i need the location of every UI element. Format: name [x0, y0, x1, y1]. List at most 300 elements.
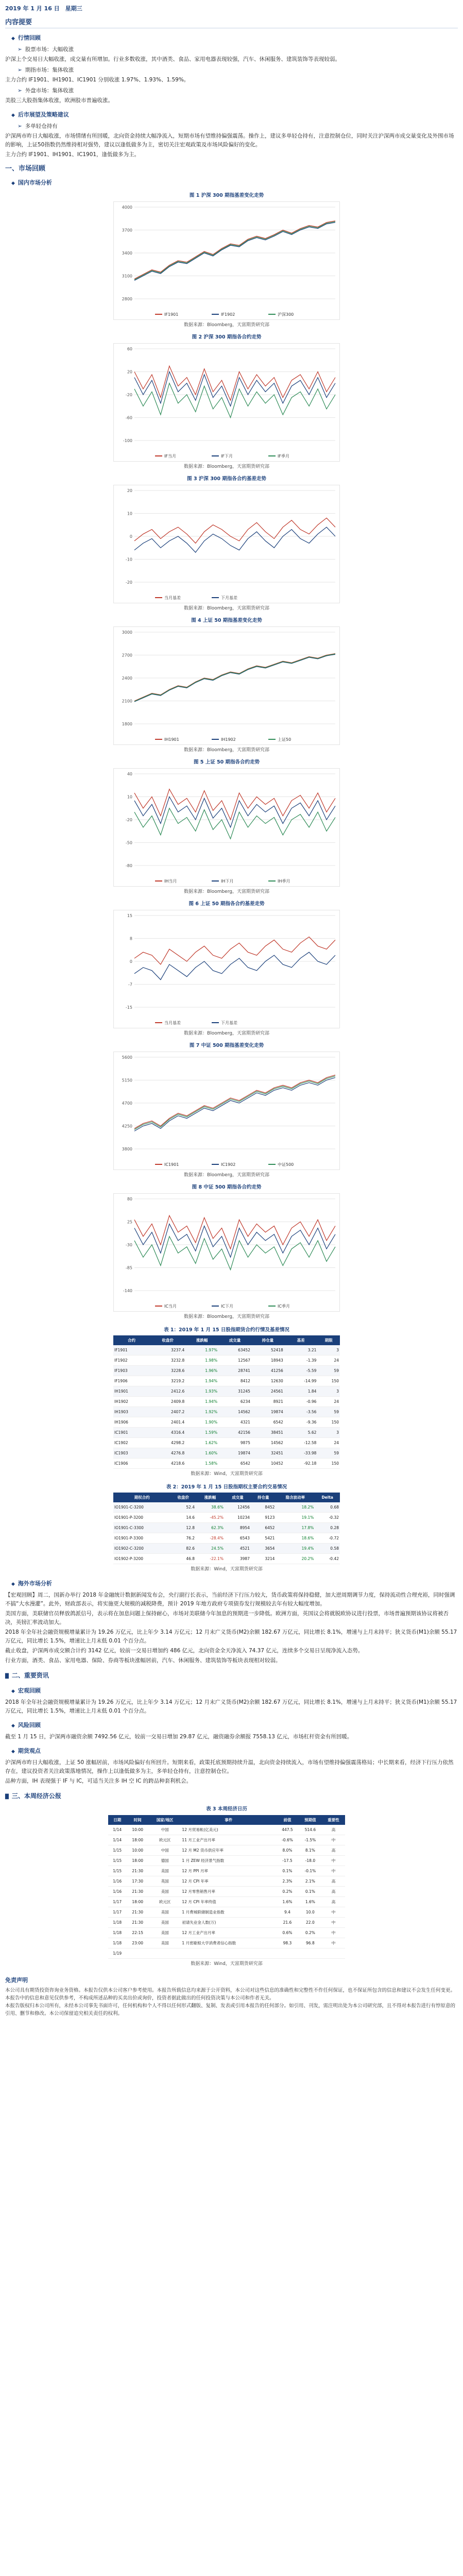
table-cell: 高: [322, 1876, 345, 1887]
table-cell: 0.28: [315, 1523, 340, 1533]
table-cell: 9875: [218, 1438, 251, 1448]
table-cell: 0.1%: [276, 1866, 299, 1876]
table-cell: 12 月工业产出月率: [181, 1928, 276, 1938]
table-cell: 14562: [218, 1407, 251, 1417]
options-table: [113, 1493, 340, 1564]
legend-label: IH季月: [278, 879, 290, 884]
table-cell: 10234: [225, 1513, 251, 1523]
table-cell: 59: [317, 1448, 340, 1459]
table-cell: 98.3: [276, 1938, 299, 1948]
table-cell: IF1906: [113, 1376, 150, 1386]
legend-label: IC下月: [221, 1304, 233, 1309]
table-cell: 中国: [149, 1825, 181, 1835]
series-line-沪深300: [134, 222, 335, 280]
table-cell: 22:15: [126, 1928, 149, 1938]
news-para-4: 截止收盘，沪深两市成交额合计约 3142 亿元，较前一交易日增加约 486 亿元，北向资金全天净流入 74.37 亿元，连续多个交易日呈现净流入态势。: [5, 1648, 364, 1654]
table-cell: 2.1%: [299, 1876, 322, 1887]
chart-title: 图 8 中证 500 期指各合约走势: [192, 1184, 262, 1190]
table-cell: 0.2%: [276, 1887, 299, 1897]
table-cell: 96.8: [299, 1938, 322, 1948]
chart-svg: [114, 1194, 340, 1312]
chart-source: 数据来源：Bloomberg，天富期货研究部: [184, 1031, 269, 1036]
table-cell: 1 月密歇根大学消费者信心指数: [181, 1938, 276, 1948]
table-cell: 1/19: [108, 1948, 126, 1959]
legend-label: IH1902: [221, 737, 236, 742]
table-cell: 0.1%: [299, 1887, 322, 1897]
table-cell: 19.1%: [276, 1513, 315, 1523]
table-row: [113, 1513, 340, 1523]
table-cell: 美国: [149, 1907, 181, 1918]
macro-text: 2018 年全年社会融资规模增量累计为 19.26 万亿元，比上年少 3.14 万亿元；12 月末广义货币(M2)余额 182.67 万亿元，同比增长 8.1%，增速与上月末持平；狭义货币(M1)余额 55.17 万亿元，同比增长 1.5%，增速比上月末低 0.01 个百分点。: [5, 1699, 457, 1714]
chart-figure: [113, 758, 340, 896]
table-cell: 中: [322, 1866, 345, 1876]
legend-label: IF季月: [278, 454, 289, 459]
table-row: [113, 1397, 340, 1407]
table-cell: 5.62: [284, 1428, 318, 1438]
y-tick-label: 20: [127, 369, 132, 375]
table-cell: 欧元区: [149, 1897, 181, 1907]
table2-title: 表 2：2019 年 1 月 15 日股指期权主要合约交易情况: [166, 1484, 287, 1490]
macro-heading: ◆ 宏观回顾: [11, 1686, 458, 1696]
table-cell: 3219.2: [150, 1376, 185, 1386]
y-tick-label: 3100: [122, 274, 132, 279]
chart-area: [113, 768, 340, 887]
y-tick-label: -100: [123, 438, 132, 443]
table-cell: 24.5%: [196, 1544, 225, 1554]
chart-title: 图 1 沪深 300 期指基差变化走势: [189, 193, 264, 198]
table-cell: 22.0: [299, 1918, 322, 1928]
table-cell: -5.59: [284, 1366, 318, 1376]
table-cell: 14562: [251, 1438, 284, 1448]
table-cell: 24561: [251, 1386, 284, 1397]
series-line-IC当月: [134, 1215, 335, 1249]
table-cell: 11 月工业产出月率: [181, 1835, 276, 1845]
table-cell: 英国: [149, 1876, 181, 1887]
table-header: 持仓量: [251, 1335, 284, 1345]
table-cell: 76.2: [171, 1533, 196, 1544]
calendar-heading: █ 三、本周经济公报: [5, 1792, 458, 1802]
table-cell: 10452: [251, 1459, 284, 1469]
table-cell: [299, 1948, 322, 1959]
legend-label: 中证500: [278, 1162, 294, 1167]
y-tick-label: 15: [127, 913, 132, 918]
table-cell: IO1901-P-3200: [113, 1513, 171, 1523]
risk-heading: ◆ 风险回顾: [11, 1721, 458, 1731]
overseas-market-subheading: ➢ 外盘市场：集体收涨: [18, 87, 458, 95]
table-cell: 4321: [218, 1417, 251, 1428]
legend-label: IF下月: [221, 454, 233, 459]
table-cell: 21:30: [126, 1866, 149, 1876]
y-tick-label: -85: [125, 1265, 132, 1270]
chart-figure: [113, 1041, 340, 1180]
table-row: [113, 1376, 340, 1386]
chart-svg: [114, 202, 340, 320]
stock-market-subheading: ➢ 股票市场：大幅收涨: [18, 45, 458, 54]
table-cell: 德国: [149, 1856, 181, 1866]
table-cell: -45.2%: [196, 1513, 225, 1523]
table-header: 预期值: [299, 1815, 322, 1825]
table-cell: 初请失业金人数(万): [181, 1918, 276, 1928]
table-row: [108, 1887, 345, 1897]
legend-label: IF1902: [221, 312, 235, 317]
table-cell: 52418: [251, 1345, 284, 1355]
table-cell: 41256: [251, 1366, 284, 1376]
futures-view-heading: ◆ 期货观点: [11, 1747, 458, 1756]
table-cell: IC1902: [113, 1438, 150, 1448]
table-cell: 150: [317, 1376, 340, 1386]
table-cell: 5421: [251, 1533, 276, 1544]
table-cell: 63452: [218, 1345, 251, 1355]
table-cell: 17:30: [126, 1876, 149, 1887]
table-cell: 1.98%: [185, 1355, 218, 1366]
table-cell: 高: [322, 1887, 345, 1897]
table-row: [108, 1918, 345, 1928]
table-cell: 1.84: [284, 1386, 318, 1397]
table-cell: 12630: [251, 1376, 284, 1386]
series-line-上证50: [134, 654, 335, 701]
table-cell: 18.6%: [276, 1533, 315, 1544]
table-row: [113, 1428, 340, 1438]
table-cell: IO1901-C-3300: [113, 1523, 171, 1533]
market-review-heading: 一、市场回顾: [5, 165, 46, 173]
table-row: [108, 1907, 345, 1918]
table-header: 收盘价: [150, 1335, 185, 1345]
y-tick-label: -140: [123, 1289, 132, 1293]
legend-label: 当月基差: [164, 596, 181, 600]
table-cell: IC1903: [113, 1448, 150, 1459]
table-header: 隐含波动率: [276, 1493, 315, 1502]
table-cell: IH1901: [113, 1386, 150, 1397]
chart-title: 图 6 上证 50 期指各合约基差走势: [188, 901, 265, 907]
table-cell: IF1901: [113, 1345, 150, 1355]
table-row: [113, 1533, 340, 1544]
table-cell: -0.1%: [299, 1866, 322, 1876]
series-line-IH基差1: [134, 937, 335, 964]
table-cell: 1.93%: [185, 1386, 218, 1397]
table-cell: 高: [322, 1897, 345, 1907]
econ-calendar: [108, 1805, 345, 1969]
table-cell: 1.62%: [185, 1438, 218, 1448]
table-row: [113, 1459, 340, 1469]
table-header: 成交量: [218, 1335, 251, 1345]
y-tick-label: -20: [125, 393, 132, 397]
table2-source: 数据来源：Wind，天富期货研究部: [191, 1567, 263, 1572]
table-cell: 1/16: [108, 1876, 126, 1887]
table-cell: 3: [317, 1428, 340, 1438]
table-cell: 1.96%: [185, 1366, 218, 1376]
table-header: 合约: [113, 1335, 150, 1345]
table-cell: IO1901-C-3200: [113, 1502, 171, 1513]
table-cell: 1/14: [108, 1825, 126, 1835]
table-row: [108, 1897, 345, 1907]
futures-view-text-2: 品种方面，IH 表现强于 IF 与 IC，可适当关注多 IH 空 IC 的跨品种套利机会。: [5, 1778, 192, 1784]
chart-area: [113, 1193, 340, 1312]
table-row: [108, 1876, 345, 1887]
table-cell: 1/18: [108, 1918, 126, 1928]
table-cell: 18:00: [126, 1856, 149, 1866]
table-cell: -92.18: [284, 1459, 318, 1469]
legend-label: IC当月: [164, 1304, 177, 1309]
futures-market-subheading: ➢ 期指市场：集体收涨: [18, 66, 458, 75]
news-para-1: 【宏观回顾】周二，国新办举行 2018 年金融统计数据新闻发布会，央行副行长表示，当前经济下行压力较大，货币政策将保持稳健，加大逆周期调节力度，保持流动性合理充裕，同时强调不搞“大水漫灌”。此外，财政部表示，将实施更大规模的减税降费，预计 2019 年地方政府专项债券发行规模较去年有较大幅度增加。: [5, 1592, 455, 1607]
chart-svg: [114, 769, 340, 887]
y-tick-label: -80: [125, 863, 132, 868]
y-tick-label: -20: [125, 580, 132, 585]
table-cell: -0.72: [315, 1533, 340, 1544]
table-cell: 12 月 CPI 年率: [181, 1876, 276, 1887]
table-cell: 3: [317, 1386, 340, 1397]
table-cell: 12567: [218, 1355, 251, 1366]
table-cell: 中: [322, 1856, 345, 1866]
table-cell: 1.6%: [276, 1897, 299, 1907]
y-tick-label: 0: [129, 959, 132, 964]
chart-svg: [114, 627, 340, 745]
legend-label: IC季月: [278, 1304, 290, 1309]
series-line-IF当月: [134, 366, 335, 400]
summary-heading: 内容提要: [5, 18, 458, 28]
table-cell: 1.6%: [299, 1897, 322, 1907]
news-para-5: 行业方面，酒类、食品、家用电器、保险、券商等板块涨幅居前，汽车、休闲服务、建筑装饰等板块表现相对较弱。: [5, 1657, 281, 1664]
table-cell: 21:30: [126, 1887, 149, 1897]
table-cell: 28741: [218, 1366, 251, 1376]
table-cell: 21.6: [276, 1918, 299, 1928]
table-cell: 46.8: [171, 1554, 196, 1564]
table-header: 基差: [284, 1335, 318, 1345]
disclaimer-text-1: 本公司具有期货投资咨询业务资格。本报告仅供本公司客户参考使用。本报告所载信息均来源于公开资料，本公司对这些信息的准确性和完整性不作任何保证，也不保证所包含的信息和建议不会发生任何变更。本报告中的信息和意见仅供参考，不构成所述品种的买卖出价或询价，投资者据此做出的任何投资决策与本公司和作者无关。: [5, 1988, 456, 2001]
series-line-IC季月: [134, 1236, 335, 1270]
table1-title: 表 1：2019 年 1 月 15 日股指期货合约行情及基差情况: [164, 1327, 289, 1333]
y-tick-label: 3400: [122, 251, 132, 256]
table-cell: 10:00: [126, 1845, 149, 1856]
table-cell: 62.3%: [196, 1523, 225, 1533]
table-row: [108, 1825, 345, 1835]
chart-title: 图 3 沪深 300 期指各合约基差走势: [187, 476, 266, 482]
table-header: 日期: [108, 1815, 126, 1825]
table-cell: 24: [317, 1397, 340, 1407]
table-header: 重要性: [322, 1815, 345, 1825]
table-cell: 17.8%: [276, 1523, 315, 1533]
table-cell: 514.6: [299, 1825, 322, 1835]
table-cell: 12 月贸易帐(亿美元): [181, 1825, 276, 1835]
table-header: 成交量: [225, 1493, 251, 1502]
table-row: [113, 1523, 340, 1533]
table-cell: 1 月费城联储制造业指数: [181, 1907, 276, 1918]
table-header: 期权合约: [113, 1493, 171, 1502]
chart-source: 数据来源：Bloomberg，天富期货研究部: [184, 464, 269, 469]
legend-label: IC1901: [164, 1162, 179, 1167]
charts-container: [5, 191, 458, 1321]
y-tick-label: 2800: [122, 297, 132, 301]
series-line-IF基差2: [134, 527, 335, 552]
table-cell: 12.8: [171, 1523, 196, 1533]
y-tick-label: 2400: [122, 676, 132, 681]
table-cell: 1.94%: [185, 1397, 218, 1407]
table-cell: 高: [322, 1825, 345, 1835]
table-cell: 8452: [251, 1502, 276, 1513]
table-header: 国家/地区: [149, 1815, 181, 1825]
table-cell: -0.6%: [276, 1835, 299, 1845]
table-row: [108, 1835, 345, 1845]
table-cell: 高: [322, 1845, 345, 1856]
table-cell: 中: [322, 1938, 345, 1948]
y-tick-label: 40: [127, 772, 132, 776]
legend-label: 上证50: [278, 737, 291, 742]
table-cell: 中: [322, 1928, 345, 1938]
table-row: [113, 1355, 340, 1366]
table-header: 期限: [317, 1335, 340, 1345]
table-cell: 4316.4: [150, 1428, 185, 1438]
table-cell: IF1902: [113, 1355, 150, 1366]
strategy-text-2: 主力合约 IF1901、IH1901、IC1901，逢低做多为主。: [5, 151, 140, 158]
table-cell: 1.58%: [185, 1459, 218, 1469]
econ-table-source: 数据来源：Wind，天富期货研究部: [191, 1961, 263, 1967]
table-cell: 美国: [149, 1938, 181, 1948]
table-cell: 12 月 PPI 月率: [181, 1866, 276, 1876]
table-cell: 6542: [251, 1417, 284, 1428]
series-line-IC1902: [134, 1078, 335, 1131]
table-row: [113, 1448, 340, 1459]
y-tick-label: -15: [125, 1005, 132, 1010]
legend-label: IF当月: [164, 454, 176, 459]
y-tick-label: 5150: [122, 1078, 132, 1083]
econ-table: [108, 1815, 345, 1959]
table-cell: 447.5: [276, 1825, 299, 1835]
series-line-IH1901: [134, 654, 335, 701]
y-tick-label: 3800: [122, 1147, 132, 1151]
table-cell: 欧元区: [149, 1835, 181, 1845]
table-cell: IO1902-P-3200: [113, 1554, 171, 1564]
table-row: [113, 1386, 340, 1397]
table-cell: -0.96: [284, 1397, 318, 1407]
table-row: [113, 1407, 340, 1417]
table-row: [108, 1866, 345, 1876]
table-cell: 9123: [251, 1513, 276, 1523]
table-cell: -9.36: [284, 1417, 318, 1428]
table-cell: [126, 1948, 149, 1959]
table-cell: 24: [317, 1438, 340, 1448]
table-cell: -33.98: [284, 1448, 318, 1459]
chart-source: 数据来源：Bloomberg，天富期货研究部: [184, 323, 269, 328]
table-cell: 6542: [218, 1459, 251, 1469]
y-tick-label: 20: [127, 488, 132, 493]
table-cell: 24: [317, 1355, 340, 1366]
chart-title: 图 2 沪深 300 期指各合约走势: [192, 334, 262, 340]
chart-source: 数据来源：Bloomberg，天富期货研究部: [184, 889, 269, 894]
table-cell: 18.2%: [276, 1502, 315, 1513]
table-cell: 1 月 ZEW 经济景气指数: [181, 1856, 276, 1866]
table-cell: 美国: [149, 1887, 181, 1897]
table-cell: -17.5: [276, 1856, 299, 1866]
table-cell: 32451: [251, 1448, 284, 1459]
table-cell: 10:00: [126, 1825, 149, 1835]
table-cell: 12 月零售销售月率: [181, 1887, 276, 1897]
table-row: [113, 1366, 340, 1376]
chart-area: [113, 626, 340, 745]
table-cell: IH1906: [113, 1417, 150, 1428]
table-cell: 31245: [218, 1386, 251, 1397]
table-row: [113, 1554, 340, 1564]
table-row: [108, 1845, 345, 1856]
legend-label: IH1901: [164, 737, 179, 742]
chart-title: 图 5 上证 50 期指各合约走势: [193, 759, 260, 765]
table-cell: 3: [317, 1345, 340, 1355]
table-cell: 1/17: [108, 1897, 126, 1907]
y-tick-label: 2700: [122, 653, 132, 658]
table-cell: 3.21: [284, 1345, 318, 1355]
table-cell: 10.0: [299, 1907, 322, 1918]
table-header: 前值: [276, 1815, 299, 1825]
table-cell: 150: [317, 1417, 340, 1428]
table-cell: 1.92%: [185, 1407, 218, 1417]
y-tick-label: 4000: [122, 205, 132, 210]
series-line-IH基差2: [134, 952, 335, 979]
chart-figure: [113, 1183, 340, 1321]
table-cell: 8921: [251, 1397, 284, 1407]
table-cell: [322, 1948, 345, 1959]
table-cell: 21:30: [126, 1918, 149, 1928]
table1-source: 数据来源：Wind，天富期货研究部: [191, 1471, 263, 1477]
table-row: [108, 1928, 345, 1938]
table-cell: 6452: [251, 1523, 276, 1533]
table-cell: 42156: [218, 1428, 251, 1438]
table-cell: 1.94%: [185, 1376, 218, 1386]
y-tick-label: 4700: [122, 1101, 132, 1106]
table-cell: 59: [317, 1366, 340, 1376]
chart-figure: [113, 616, 340, 755]
table-cell: 3654: [251, 1544, 276, 1554]
table-cell: IC1906: [113, 1459, 150, 1469]
table-cell: 3232.8: [150, 1355, 185, 1366]
series-line-IH季月: [134, 808, 335, 839]
table-cell: -1.5%: [299, 1835, 322, 1845]
table-cell: IH1903: [113, 1407, 150, 1417]
y-tick-label: 3000: [122, 630, 132, 635]
risk-text: 截至 1 月 15 日，沪深两市融资余额 7492.56 亿元，较前一交易日增加 29.87 亿元，融资融券余额报 7558.13 亿元，市场杠杆资金有所回暖。: [5, 1734, 353, 1740]
news-heading: █ 二、重要资讯: [5, 1671, 458, 1681]
chart-title: 图 7 中证 500 期指基差变化走势: [189, 1043, 264, 1048]
y-tick-label: 8: [129, 936, 132, 941]
overseas-heading: ◆ 海外市场分析: [11, 1579, 458, 1589]
y-tick-label: 4250: [122, 1124, 132, 1129]
strategy-heading: ◆ 后市展望及策略建议: [11, 110, 458, 120]
table-cell: -0.42: [315, 1554, 340, 1564]
table-cell: 2401.4: [150, 1417, 185, 1428]
chart-figure: [113, 333, 340, 471]
chart-area: [113, 485, 340, 603]
overseas-market-text: 美股三大股指集体收涨，欧洲股市普遍收涨。: [5, 97, 113, 104]
table-cell: 美国: [149, 1918, 181, 1928]
chart-figure: [113, 474, 340, 613]
y-tick-label: 5600: [122, 1055, 132, 1060]
legend-label: 下月基差: [221, 1021, 237, 1025]
table-cell: 中国: [149, 1845, 181, 1856]
table-cell: 3228.6: [150, 1366, 185, 1376]
table-header: Delta: [315, 1493, 340, 1502]
chart-area: [113, 343, 340, 462]
econ-table-title: 表 3 本周经济日历: [206, 1806, 247, 1812]
table-cell: 82.6: [171, 1544, 196, 1554]
table-cell: 1/18: [108, 1938, 126, 1948]
table-row: [113, 1345, 340, 1355]
y-tick-label: 0: [129, 534, 132, 539]
chart-area: [113, 1052, 340, 1170]
news-para-3: 2018 年全年社会融资规模增量累计为 19.26 万亿元，比上年少 3.14 万亿元；12 月末广义货币(M2)余额 182.67 万亿元，同比增长 8.1%，增速与上月末持平；狭义货币(M1)余额 55.17 万亿元，同比增长 1.5%，增速比上月末低 0.01 个百分点。: [5, 1629, 457, 1644]
table-cell: 59: [317, 1407, 340, 1417]
table-cell: -18.0: [299, 1856, 322, 1866]
table-cell: 1/17: [108, 1907, 126, 1918]
legend-label: IH下月: [221, 879, 234, 884]
news-para-2: 美国方面，美联储官员释放鸽派信号，表示将在加息问题上保持耐心，市场对美联储今年加息的预期进一步降低。欧洲方面，英国议会将就脱欧协议进行投票，市场普遍预期该协议将被否决，英镑汇率波动加大。: [5, 1611, 449, 1625]
